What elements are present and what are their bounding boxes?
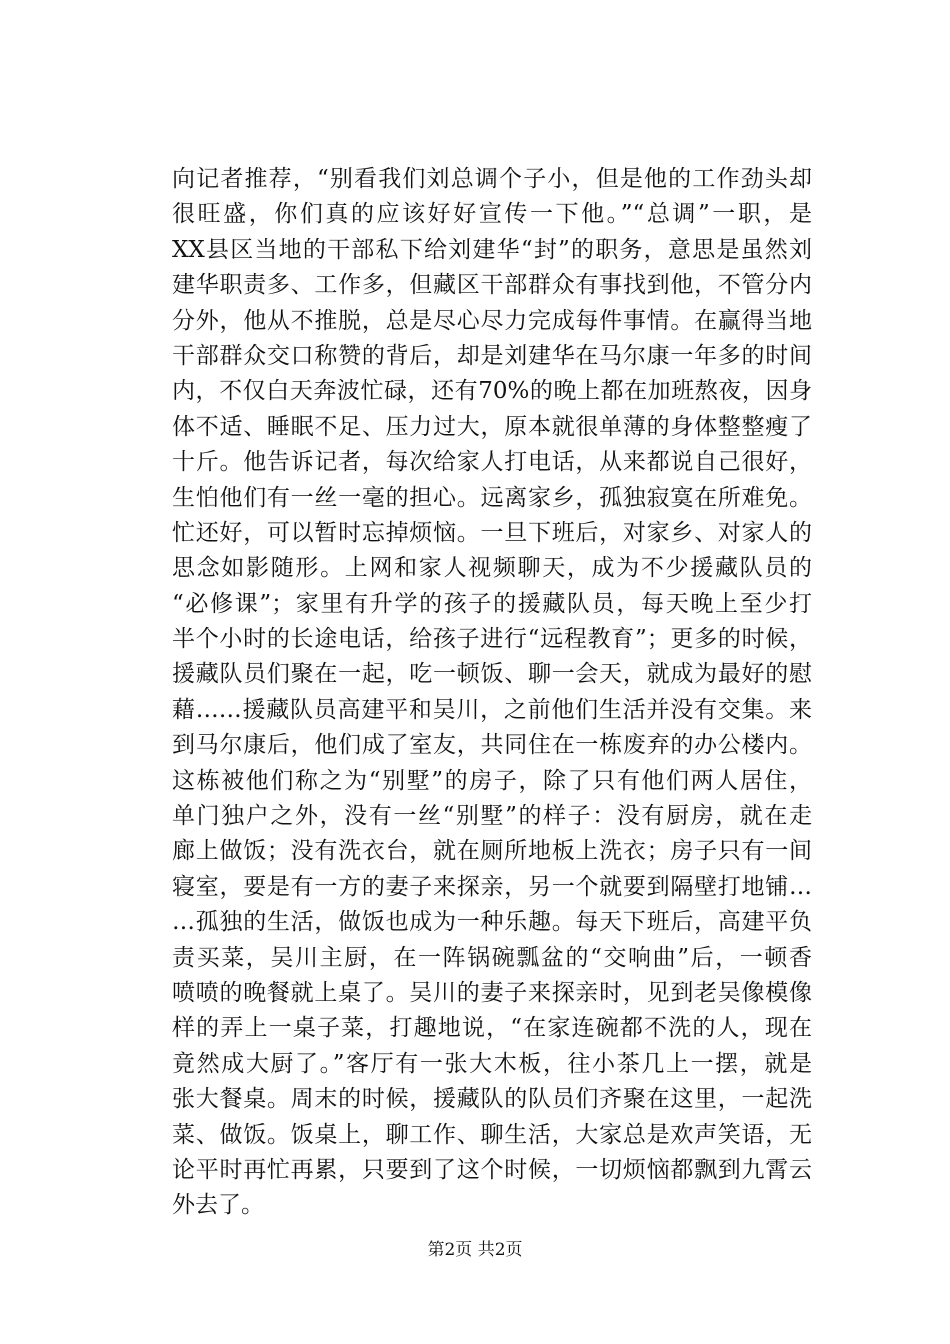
text-line: 很旺盛，你们真的应该好好宣传一下他。”“总调”一职，是 <box>172 201 812 228</box>
text-line: 分外，他从不推脱，总是尽心尽力完成每件事情。在赢得当地 <box>172 307 812 334</box>
text-line: 张大餐桌。周末的时候，援藏队的队员们齐聚在这里，一起洗 <box>172 1086 812 1113</box>
text-line: 援藏队员们聚在一起，吃一顿饭、聊一会天，就成为最好的慰 <box>172 661 812 688</box>
body-text <box>172 162 812 1224</box>
text-line: 菜、做饭。饭桌上，聊工作、聊生活，大家总是欢声笑语，无 <box>172 1121 812 1148</box>
text-line: 半个小时的长途电话，给孩子进行“远程教育”；更多的时候， <box>172 626 812 653</box>
text-line: 内，不仅白天奔波忙碌，还有70%的晚上都在加班熬夜，因身 <box>172 378 812 405</box>
text-line: 论平时再忙再累，只要到了这个时候，一切烦恼都飘到九霄云 <box>172 1156 812 1183</box>
text-line: 体不适、睡眠不足、压力过大，原本就很单薄的身体整整瘦了 <box>172 413 812 440</box>
text-line: 干部群众交口称赞的背后，却是刘建华在马尔康一年多的时间 <box>172 342 812 369</box>
text-line: 思念如影随形。上网和家人视频聊天，成为不少援藏队员的 <box>172 555 812 582</box>
text-line: 竟然成大厨了。”客厅有一张大木板，往小茶几上一摆，就是 <box>172 1050 812 1077</box>
text-line: 这栋被他们称之为“别墅”的房子，除了只有他们两人居住， <box>172 767 812 794</box>
text-line: …孤独的生活，做饭也成为一种乐趣。每天下班后，高建平负 <box>172 909 812 936</box>
text-line: 建华职责多、工作多，但藏区干部群众有事找到他，不管分内 <box>172 272 812 299</box>
text-line: 廊上做饭；没有洗衣台，就在厕所地板上洗衣；房子只有一间 <box>172 838 812 865</box>
text-line: 寝室，要是有一方的妻子来探亲，另一个就要到隔壁打地铺… <box>172 873 812 900</box>
text-line: 单门独户之外，没有一丝“别墅”的样子：没有厨房，就在走 <box>172 803 812 830</box>
text-line: 到马尔康后，他们成了室友，共同住在一栋废弃的办公楼内。 <box>172 732 812 759</box>
text-line: 忙还好，可以暂时忘掉烦恼。一旦下班后，对家乡、对家人的 <box>172 519 812 546</box>
text-line: 外去了。 <box>172 1192 264 1219</box>
page-number-label: 第2页 共2页 <box>427 1240 523 1260</box>
text-line: 生怕他们有一丝一毫的担心。远离家乡，孤独寂寞在所难免。 <box>172 484 812 511</box>
text-line: 喷喷的晚餐就上桌了。吴川的妻子来探亲时，见到老吴像模像 <box>172 979 812 1006</box>
text-line: 藉……援藏队员高建平和吴川，之前他们生活并没有交集。来 <box>172 696 812 723</box>
text-line: 责买菜，吴川主厨，在一阵锅碗瓢盆的“交响曲”后，一顿香 <box>172 944 812 971</box>
text-line: XX县区当地的干部私下给刘建华“封”的职务，意思是虽然刘 <box>172 236 812 263</box>
page-footer <box>0 1238 950 1262</box>
text-line: 十斤。他告诉记者，每次给家人打电话，从来都说自己很好， <box>172 449 812 476</box>
text-line: “必修课”；家里有升学的孩子的援藏队员，每天晚上至少打 <box>172 590 812 617</box>
text-line: 样的弄上一桌子菜，打趣地说，“在家连碗都不洗的人，现在 <box>172 1015 812 1042</box>
text-line: 向记者推荐，“别看我们刘总调个子小，但是他的工作劲头却 <box>172 166 812 192</box>
